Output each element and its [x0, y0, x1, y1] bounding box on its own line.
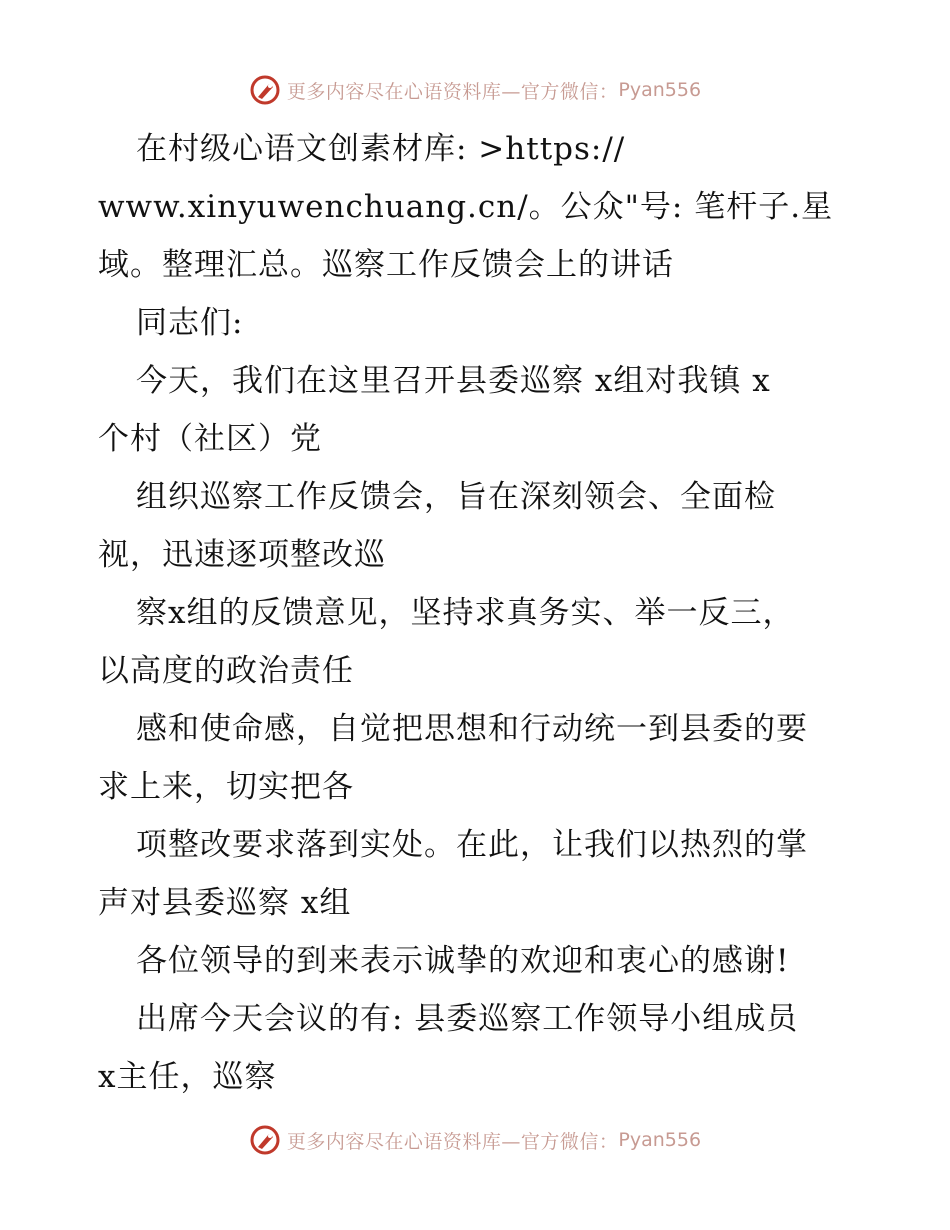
salutation-line: 同志们: — [136, 305, 244, 341]
pen-nib-logo-icon — [249, 74, 281, 106]
text-line: 以高度的政治责任 — [98, 653, 354, 689]
text-line: 项整改要求落到实处。在此，让我们以热烈的掌 — [136, 827, 808, 863]
text-line: 察x组的反馈意见，坚持求真务实、举一反三， — [136, 595, 795, 631]
text-line: 各位领导的到来表示诚挚的欢迎和衷心的感谢! — [136, 943, 790, 979]
text-line: 视，迅速逐项整改巡 — [98, 537, 386, 573]
footer-watermark-banner — [0, 1120, 950, 1160]
text-line: x主任，巡察 — [98, 1059, 277, 1095]
pen-nib-logo-icon — [249, 1124, 281, 1156]
text-line: 出席今天会议的有: 县委巡察工作领导小组成员 — [136, 1001, 799, 1037]
text-line: www.xinyuwenchuang.cn/。公众"号: 笔杆子.星 — [98, 189, 834, 225]
header-watermark-banner — [0, 70, 950, 110]
watermark-wechat-id: Pyan556 — [618, 79, 702, 101]
text-line: 个村（社区）党 — [98, 421, 322, 457]
watermark-text: 更多内容尽在心语资料库—官方微信： — [286, 1130, 619, 1153]
text-line: 域。整理汇总。巡察工作反馈会上的讲话 — [98, 247, 674, 283]
text-line: 声对县委巡察 x组 — [98, 885, 352, 921]
document-body — [98, 120, 858, 1106]
text-line: 组织巡察工作反馈会，旨在深刻领会、全面检 — [136, 479, 776, 515]
text-line: 在村级心语文创素材库: >https:// — [136, 131, 626, 167]
text-line: 今天，我们在这里召开县委巡察 x组对我镇 x — [136, 363, 771, 399]
text-line: 求上来，切实把各 — [98, 769, 354, 805]
text-line: 感和使命感，自觉把思想和行动统一到县委的要 — [136, 711, 808, 747]
watermark-text: 更多内容尽在心语资料库—官方微信： — [286, 80, 619, 103]
watermark-wechat-id: Pyan556 — [618, 1129, 702, 1151]
